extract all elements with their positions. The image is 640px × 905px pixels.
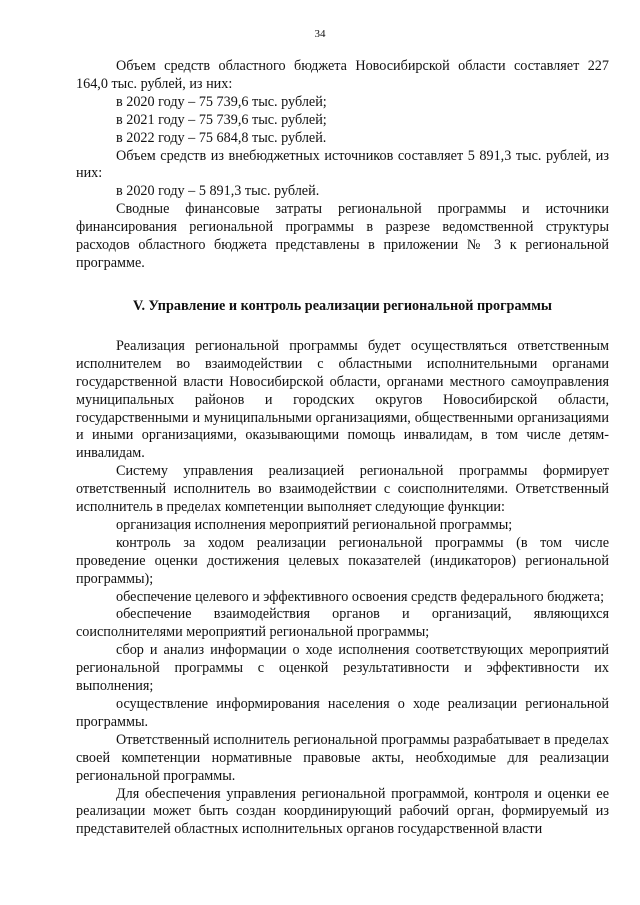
section-paragraph: Реализация региональной программы будет осуществляться ответственным исполнителем во взаимодействии с областными исполнительными органами государственной власти Новосибирской области, органами местного самоуправления муниципальных районов и городских округов Новосибирской области, государственными и муниципальными организациями, общественными организациями и иными организациями, оказывающими помощь инвалидам, в том числе детям-инвалидам. xyxy=(76,337,609,462)
page-content xyxy=(76,58,609,839)
function-item: обеспечение целевого и эффективного освоения средств федерального бюджета; xyxy=(116,588,605,605)
function-item: контроль за ходом реализации региональной программы (в том числе проведение оценки достижения целевых показателей (индикаторов) региональной программы); xyxy=(76,534,609,587)
page-number: 34 xyxy=(314,28,326,40)
budget-year-2021: в 2021 году – 75 739,6 тыс. рублей; xyxy=(116,111,327,128)
section-paragraph: Для обеспечения управления региональной программой, контроля и оценки ее реализации может быть создан координирующий рабочий орган, формируемый из представителей областных исполнительных органов государственной власти xyxy=(76,785,609,838)
budget-year-2022: в 2022 году – 75 684,8 тыс. рублей. xyxy=(116,129,327,146)
function-item: осуществление информирования населения о ходе реализации региональной программы. xyxy=(76,696,609,730)
extrabudget-paragraph: Объем средств из внебюджетных источников составляет 5 891,3 тыс. рублей, из них: xyxy=(76,147,609,182)
section-paragraph: Ответственный исполнитель региональной программы разрабатывает в пределах своей компетенции нормативные правовые акты, необходимые для реализации региональной программы. xyxy=(76,731,609,784)
section-heading: V. Управление и контроль реализации региональной программы xyxy=(133,297,552,314)
function-item: сбор и анализ информации о ходе исполнения соответствующих мероприятий региональной программы с оценкой результативности и эффективности их выполнения; xyxy=(76,642,609,695)
extrabudget-year-2020: в 2020 году – 5 891,3 тыс. рублей. xyxy=(116,183,320,200)
function-item: организация исполнения мероприятий региональной программы; xyxy=(116,516,513,533)
function-item: обеспечение взаимодействия органов и организаций, являющихся соисполнителями мероприятий региональной программы; xyxy=(76,606,609,641)
section-paragraph: Систему управления реализацией региональной программы формирует ответственный исполнитель во взаимодействии с соисполнителями. Ответственный исполнитель в пределах компетенции выполняет следующие функции: xyxy=(76,463,609,516)
budget-year-2020: в 2020 году – 75 739,6 тыс. рублей; xyxy=(116,93,327,110)
budget-total-paragraph: Объем средств областного бюджета Новосибирской области составляет 227 164,0 тыс. рублей, из них: xyxy=(76,58,609,92)
summary-costs-paragraph: Сводные финансовые затраты региональной программы и источники финансирования региональной программы в разрезе ведомственной структуры расходов областного бюджета представлены в приложении № 3 к региональной программе. xyxy=(76,201,609,271)
